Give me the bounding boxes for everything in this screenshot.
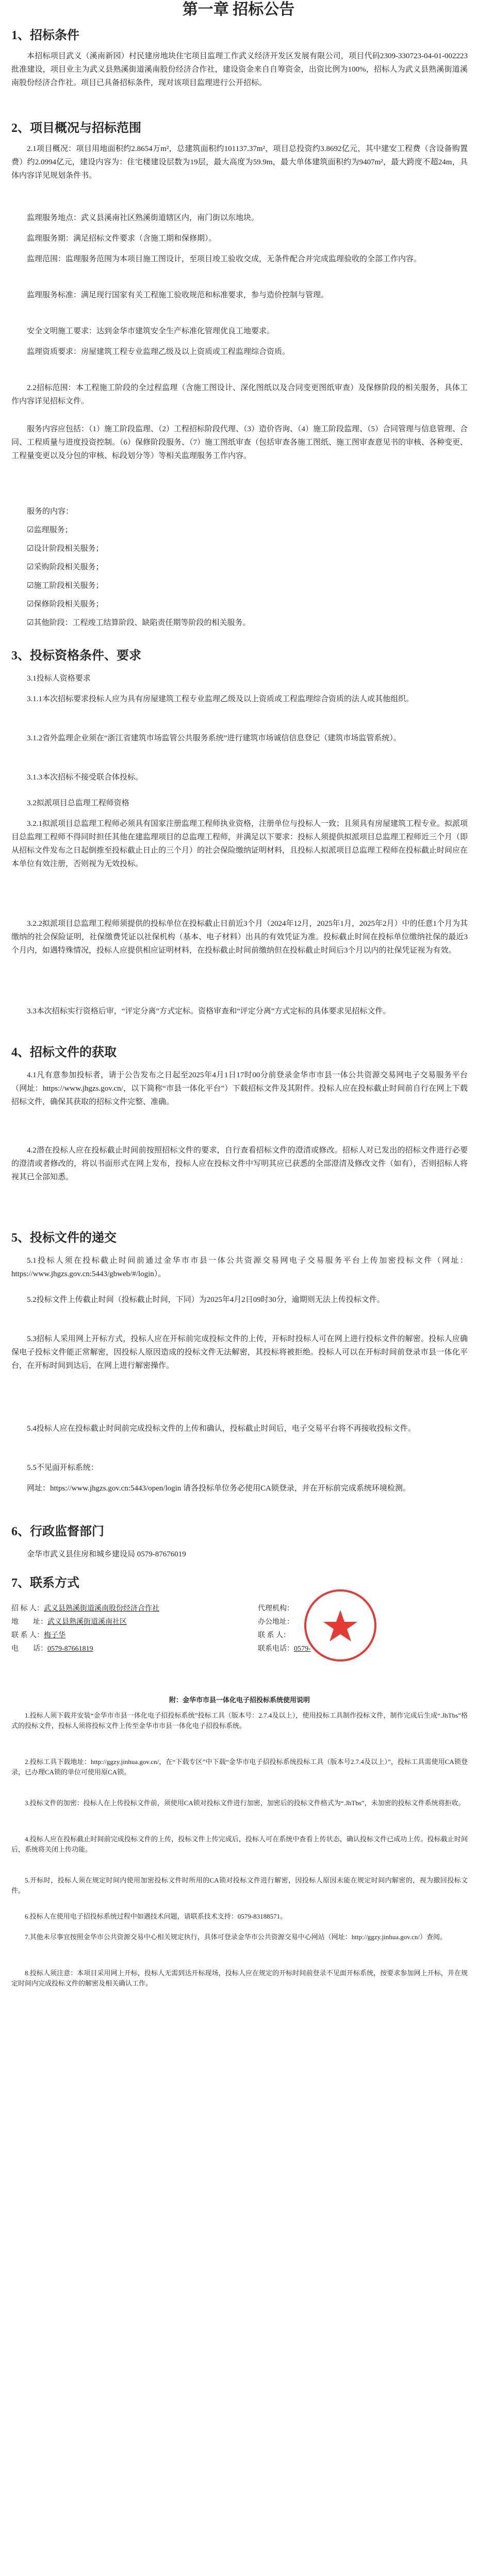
guide-item: 5.开标时，投标人须在规定时间内使用加密投标文件时所用的CA锁对投标文件进行解密，因投标人原因未能在规定时间内解密的，视为撤回投标文件。	[11, 1876, 468, 1894]
section-5-5: 5.5不见面开标系统：	[27, 1464, 98, 1472]
section-6-1: 金华市武义县住房和城乡建设局 0579-87676019	[27, 1550, 186, 1558]
agent-phone: 0579-	[294, 1645, 311, 1653]
tender-contact-block	[11, 1602, 254, 1656]
section-3-2-2: 3.2.2拟派项目总监理工程师须提供的投标单位在投标截止日前近3个月（2024年12月，2025年1月，2025年2月）中的任意1个月为其缴纳的社会保险证明，社保缴费凭证以社保机构（基本、电子材料）出具的有效凭证为准。投标截止时间在投标单位缴纳社保的最近3个月内，如遇特殊情况，投标人应提供相应证明材料，在投标截止时间前缴纳但在投标截止时间后3个月以内的社保凭证视为有效。	[11, 920, 468, 955]
service-item: ☑保修阶段相关服务；	[27, 600, 104, 608]
section-5-2: 5.2投标文件上传截止时间（投标截止时间，下同）为2025年4月2日09时30分，逾期则无法上传投标文件。	[27, 1296, 385, 1304]
guide-item: 6.投标人在使用电子招投标系统过程中如遇技术问题，请联系技术支持：0579-83188571。	[25, 1912, 287, 1920]
guide-heading: 附：金华市市县一体化电子招投标系统使用说明	[169, 1696, 310, 1704]
section-3-heading: 3、投标资格条件、要求	[11, 649, 141, 663]
section-5-heading: 5、投标文件的递交	[11, 1231, 117, 1245]
tender-label: 招 标 人：	[11, 1605, 44, 1613]
section-2-paragraph-3: 监理服务期：满足招标文件要求（含施工期和保修期）。	[27, 234, 217, 243]
agent-address-label: 办公地址：	[258, 1618, 294, 1626]
section-2-paragraph-1: 2.1项目概况：项目用地面积约2.8654万m²，总建筑面积约101137.37m²，项目总投资约3.8692亿元，其中建安工程费（含设备购置费）约2.0994亿元，建设内容为：住宅楼建设层数为19层，最大高度为59.9m，最大单体建筑面积约为9407m²，最大跨度不超24m，具体内容详见规划条件书。	[11, 145, 468, 180]
tender-phone: 0579-87661819	[47, 1645, 93, 1653]
section-2-paragraph-7: 监理资质要求：房屋建筑工程专业监理乙级及以上资质或工程监理综合资质。	[27, 348, 290, 356]
tender-person: 梅子华	[44, 1632, 65, 1639]
section-2-paragraph-2: 监理服务地点：武义县溪南社区熟溪街道辖区内，南门街以东地块。	[27, 214, 259, 222]
section-5-4: 5.4投标人应在投标截止时间前完成投标文件的上传和确认，投标截止时间后，电子交易平台将不再接收投标文件。	[27, 1425, 416, 1433]
section-3-1-3: 3.1.3本次招标不接受联合体投标。	[27, 773, 143, 782]
guide-item: 2.投标工具下载地址：http://ggzy.jinhua.gov.cn/，在“下载专区”中下载“金华市电子招投标系统投标工具（版本号2.7.4及以上）”，投标工具需使用CA锁登录，已办理CA锁的单位可使用原CA锁。	[11, 1758, 468, 1776]
section-5-1: 5.1投标人须在投标截止时间前通过金华市市县一体公共资源交易网电子交易服务平台上传加密投标文件（网址：https://www.jhgzs.gov.cn:5443/gbweb/#/login）。	[11, 1257, 468, 1278]
section-2-paragraph-8: 2.2招标范围：本工程施工阶段的全过程监理（含施工图设计、深化图纸以及合同变更图纸审查）及保修阶段的相关服务，具体工作内容详见招标文件。	[11, 384, 468, 405]
service-item: ☑施工阶段相关服务；	[27, 582, 104, 590]
section-4-2: 4.2潜在投标人应在投标截止时间前按照招标文件的要求，自行查看招标文件的澄清或修改。招标人对已发出的招标文件进行必要的澄清或者修改的，将以书面形式在网上发布，投标人应在投标文件中写明其应已获悉的全部澄清及修改文件（如有），否则招标人将视其已全部知悉。	[11, 1146, 468, 1181]
section-4-heading: 4、招标文件的获取	[11, 1046, 117, 1059]
service-item: ☑设计阶段相关服务；	[27, 545, 104, 553]
section-3-1-2: 3.1.2省外监理企业须在“浙江省建筑市场监管公共服务系统”进行建筑市场诚信信息登记（建筑市场监管系统）。	[27, 734, 401, 742]
tender-name: 武义县熟溪街道溪南股份经济合作社	[44, 1605, 159, 1613]
section-2-paragraph-5: 监理服务标准：满足现行国家有关工程施工验收规范和标准要求，参与造价控制与管理。	[27, 291, 329, 299]
tender-address-label: 地 址：	[11, 1618, 47, 1626]
section-2-paragraph-9: 服务内容应包括：（1）施工阶段监理、（2）工程招标阶段代理、（3）造价咨询、（4）施工阶段监理、（5）合同管理与信息管理、合同、工程质量与进度投资控制。（6）保修阶段服务、（7）施工图纸审查（包括审查各施工图纸、施工图审查意见书的审核、各种变更、工程量变更以及分包的审核、标段划分等）等相关监理服务工作内容。	[11, 425, 468, 460]
section-2-paragraph-4: 监理范围：监理服务范围为本项目施工图设计，至项目竣工验收交成，无条件配合并完成监理验收的全部工作内容。	[27, 255, 422, 263]
section-2-paragraph-10: 服务的内容：	[27, 507, 74, 516]
tender-person-label: 联 系 人：	[11, 1632, 44, 1639]
tender-address: 武义县熟溪街道溪南社区	[47, 1618, 127, 1626]
guide-item: 7.其他未尽事宜按照金华市公共资源交易中心相关规定执行，具体可登录金华市公共资源交易中心网站（网址：http://ggzy.jinhua.gov.cn/）查阅。	[25, 1933, 447, 1941]
section-3-1-1: 3.1.1本次招标要求投标人应为具有房屋建筑工程专业监理乙级及以上资质或工程监理综合资质的法人或其他组织。	[27, 695, 414, 703]
section-5-3: 5.3招标人采用网上开标方式，投标人应在开标前完成投标文件的上传，开标时投标人可在网上进行投标文件的解密。投标人应确保电子投标文件能正常解密，因投标人原因造成的投标文件无法解密，其投标将被拒绝。投标人可以在开标时间前登录市县一体化平台，在开标时间到达后，在网上进行解密操作。	[11, 1335, 468, 1370]
guide-item: 3.投标文件的加密：投标人在上传投标文件前，须使用CA锁对投标文件进行加密，加密后的投标文件格式为“.JhTbs”，未加密的投标文件系统将拒收。	[25, 1799, 465, 1807]
agent-label: 代理机构：	[258, 1605, 294, 1613]
service-item: ☑其他阶段：工程竣工结算阶段、缺陷责任期等阶段的相关服务。	[27, 619, 251, 627]
service-item: ☑采购阶段相关服务；	[27, 563, 104, 571]
guide-item: 8.投标人须注意：本项目采用网上开标，投标人无需到达开标现场，投标人应在规定的开标时间前登录不见面开标系统，按要求参加网上开标，并在规定时间内完成投标文件的解密及相关确认工作。	[11, 1969, 468, 1987]
guide-item: 1.投标人须下载并安装“金华市市县一体化电子招投标系统”投标工具（版本号：2.7.4及以上），使用投标工具制作投标文件，制作完成后生成“.JhTbs”格式的投标文件，投标人须将投标文件上传至金华市市县一体化电子招投标系统。	[11, 1711, 468, 1730]
section-3-1: 3.1投标人资格要求	[27, 674, 91, 683]
section-1-heading: 1、招标条件	[11, 29, 79, 42]
agent-phone-label: 联系电话：	[258, 1645, 294, 1653]
service-item: ☑监理服务；	[27, 526, 73, 534]
agent-person-label: 联 系 人：	[258, 1632, 290, 1639]
section-6-heading: 6、行政监督部门	[11, 1525, 104, 1538]
section-7-heading: 7、联系方式	[11, 1577, 79, 1590]
section-3-3: 3.3本次招标实行资格后审，“评定分离”方式定标。资格审查和“评定分离”方式定标的具体要求见招标文件。	[27, 1007, 391, 1015]
section-2-heading: 2、项目概况与招标范围	[11, 122, 141, 135]
section-5-6: 网址：https://www.jhgzs.gov.cn:5443/open/login 请各投标单位务必使用CA锁登录，并在开标前完成系统环境检测。	[27, 1484, 410, 1493]
guide-item: 4.投标人应在投标截止时间前完成投标文件的上传，投标文件上传完成后，投标人可在系统中查看上传状态，确认投标文件已成功上传。投标截止时间后，系统将关闭上传功能。	[11, 1835, 468, 1853]
section-1-paragraph: 本招标项目武义（溪南新园）村民建房地块住宅项目监理工作武义经济开发区发展有限公司，项目代码2309-330723-04-01-002223 批准建设，项目业主为武义县熟溪街道溪南股份经济合作社，建设资金来自自筹资金，出资比例为100%，招标人为武义县熟溪街道溪南股份经济合作社。项目已具备招标条件，现对该项目监理进行公开招标。	[11, 52, 468, 87]
section-2-paragraph-6: 安全文明施工要求：达到金华市建筑安全生产标准化管理优良工地要求。	[27, 327, 275, 335]
page-title: 第一章 招标公告	[182, 1, 295, 18]
section-3-2: 3.2拟派项目总监理工程师资格	[27, 799, 129, 807]
tender-phone-label: 电 话：	[11, 1645, 47, 1653]
section-4-1: 4.1凡有意参加投标者，请于公告发布之日起至2025年4月1日17时00分前登录金华市市县一体公共资源交易网电子交易服务平台（网址：https://www.jhgzs.gov.cn/，以下简称“市县一体化平台”）下载招标文件及其附件。投标人应在投标截止时间前自行在网上下载招标文件，确保其获取的招标文件完整、准确。	[11, 1071, 468, 1106]
official-seal-icon	[302, 1587, 379, 1664]
section-3-2-1: 3.2.1拟派项目总监理工程师必须具有国家注册监理工程师执业资格，注册单位与投标人一致；且须具有房屋建筑工程专业。拟派项目总监理工程师不得同时担任其他在建监理项目的总监理工程师，并满足以下要求：投标人须提供拟派项目总监理工程师近三个月（即从招标文件发布之日起倒推至投标截止日止的三个月）的社会保险缴纳证明材料，且投标人拟派项目总监理工程师在投标截止时间应在本单位有效注册，否则视为无效投标。	[11, 820, 468, 868]
